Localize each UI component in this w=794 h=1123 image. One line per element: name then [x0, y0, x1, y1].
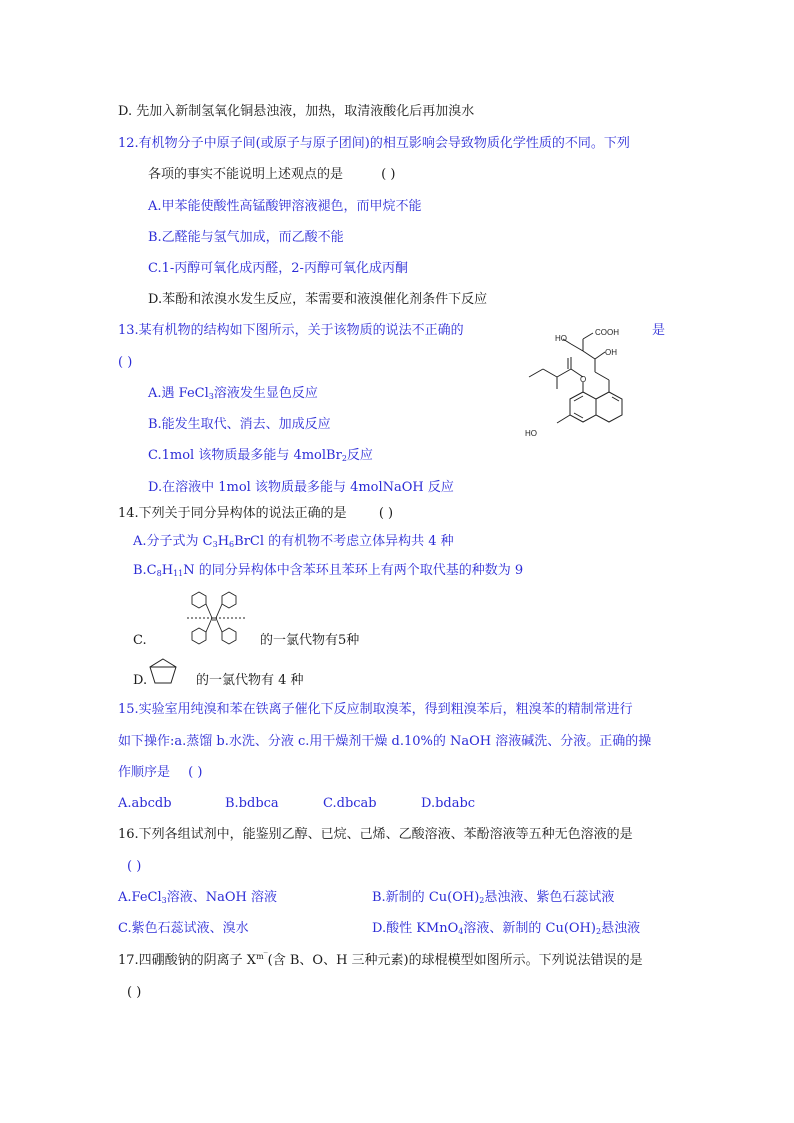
q15-stem-line2: 如下操作:a.蒸馏 b.水洗、分液 c.用干燥剂干燥 d.10%的 NaOH 溶液碱洗、分液。正确的操: [118, 734, 652, 749]
q15-stem-text: 作顺序是: [118, 765, 171, 780]
q13-label-oh: OH: [605, 348, 617, 357]
q13-option-a: A.遇 FeCl$_3$溶液发生显色反应: [148, 386, 318, 401]
q13-answer-paren: ( ): [118, 355, 133, 370]
q14-stem-line: [118, 505, 393, 523]
q12-stem-text: 各项的事实不能说明上述观点的是: [148, 167, 344, 182]
q13-label-ho-bottom: HO: [525, 429, 537, 438]
q15-stem-line1: 15.实验室用纯溴和苯在铁离子催化下反应制取溴苯，得到粗溴苯后，粗溴苯的精制常进行: [118, 702, 633, 717]
q14-option-a: A.分子式为 $C_3H_6BrCl$ 的有机物不考虑立体异构共 4 种: [133, 534, 454, 549]
q17-stem: 17.四硼酸钠的阴离子 $X^{m‾}$(含 B、O、H 三种元素)的球棍模型如图所示。下列说法错误的是: [118, 952, 643, 968]
q14-option-b: $B.C_8H_{11}N$ 的同分异构体中含苯环且苯环上有两个取代基的种数为 9: [133, 563, 524, 578]
q12-option-d: D.苯酚和浓溴水发生反应，苯需要和液溴催化剂条件下反应: [148, 292, 488, 307]
q15-answer-paren: ( ): [188, 765, 203, 780]
q12-stem-line2: [148, 166, 395, 184]
q13-option-b: B.能发生取代、消去、加成反应: [148, 417, 331, 432]
q13-stem: 13.某有机物的结构如下图所示，关于该物质的说法不正确的: [118, 323, 464, 338]
q16-option-c: C.紫色石蕊试液、溴水: [118, 921, 249, 936]
q12-option-c: C.1-丙醇可氧化成丙醛，2-丙醇可氧化成丙酮: [148, 261, 408, 276]
q16-answer-paren: ( ): [127, 859, 142, 874]
q14-bicyclic-structure: [148, 657, 178, 685]
q12-stem-line1: 12.有机物分子中原子间(或原子与原子团间)的相互影响会导致物质化学性质的不同。下列: [118, 136, 630, 151]
q13-molecule-structure: [505, 325, 655, 447]
q14-stem: 14.下列关于同分异构体的说法正确的是: [118, 506, 347, 521]
q16-stem: 16.下列各组试剂中，能鉴别乙醇、已烷、己烯、乙酸溶液、苯酚溶液等五种无色溶液的是: [118, 827, 633, 842]
q14-option-c-label: C.: [133, 633, 147, 648]
q13-stem-tail: 是: [652, 323, 666, 338]
q14-tetraphenylethylene-structure: [185, 590, 247, 646]
q16-option-b: B.新制的 $Cu(OH)_2$悬浊液、紫色石蕊试液: [372, 890, 615, 905]
q12-option-a: A.甲苯能使酸性高锰酸钾溶液褪色，而甲烷不能: [148, 199, 422, 214]
q14-option-d-label: D.: [133, 673, 148, 688]
q11-option-d: D. 先加入新制氢氧化铜悬浊液，加热，取清液酸化后再加溴水: [118, 104, 475, 119]
q13-label-cooh: COOH: [595, 328, 619, 337]
q15-option-c: C.dbcab: [323, 796, 377, 811]
q16-option-d: D.酸性 KMnO$_4$溶液、新制的 $Cu(OH)_2$悬浊液: [372, 921, 641, 936]
q14-option-c-text: 的一氯代物有5种: [260, 633, 360, 648]
q15-stem-line3: [118, 764, 202, 782]
q12-option-b: B.乙醛能与氢气加成，而乙酸不能: [148, 230, 344, 245]
q13-label-ho-top: HO: [555, 334, 567, 343]
q15-option-a: A.abcdb: [118, 796, 172, 811]
q13-option-d: D.在溶液中 1mol 该物质最多能与 4molNaOH 反应: [148, 480, 454, 495]
q15-option-b: B.bdbca: [225, 796, 279, 811]
q13-option-c: C.1mol 该物质最多能与 4molBr$_2$反应: [148, 448, 373, 463]
q12-answer-paren: ( ): [381, 167, 396, 182]
q15-option-d: D.bdabc: [421, 796, 476, 811]
q13-label-o: O: [580, 375, 587, 384]
q14-option-d-text: 的一氯代物有 4 种: [196, 673, 304, 688]
q17-answer-paren: ( ): [127, 985, 142, 1000]
q16-option-a: A.FeCl$_3$溶液、NaOH 溶液: [118, 890, 277, 905]
q14-answer-paren: ( ): [378, 506, 394, 521]
